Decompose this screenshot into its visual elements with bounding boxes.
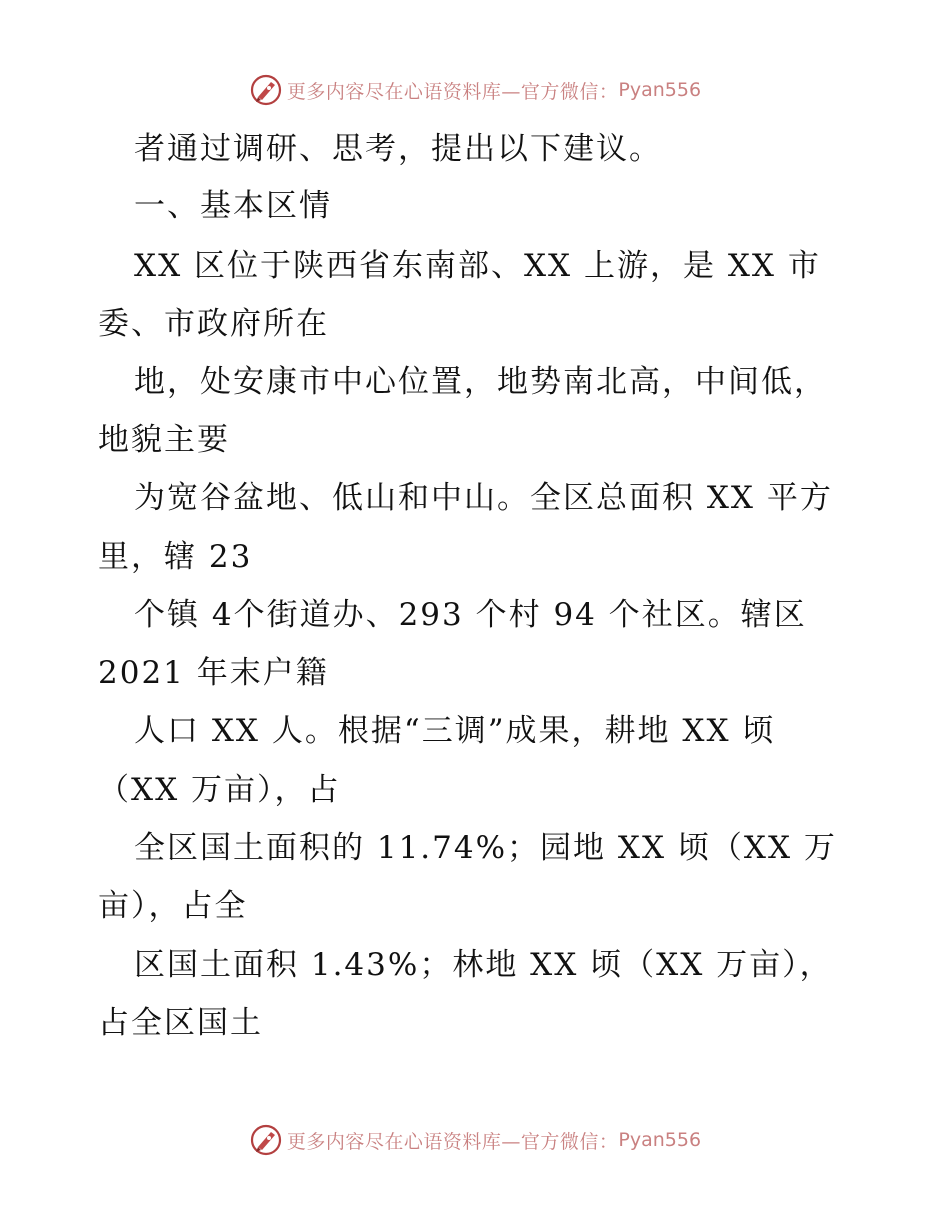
watermark-text: 更多内容尽在心语资料库—官方微信：: [286, 80, 619, 103]
text-line: 2021 年末户籍: [98, 655, 329, 691]
text-line: 亩），占全: [98, 888, 248, 924]
section-heading: 一、基本区情: [134, 188, 332, 224]
watermark-text: 更多内容尽在心语资料库—官方微信：: [286, 1130, 619, 1153]
text-line: 地貌主要: [98, 422, 230, 458]
watermark-account: Pyan556: [618, 79, 702, 101]
text-line: 区国土面积 1.43%；林地 XX 顷（XX 万亩），: [134, 947, 833, 983]
pen-logo-icon: [249, 1123, 283, 1157]
text-line: 者通过调研、思考，提出以下建议。: [134, 131, 662, 167]
watermark-account: Pyan556: [618, 1129, 702, 1151]
text-line: 委、市政府所在: [98, 306, 329, 342]
footer-watermark: [0, 1120, 950, 1160]
text-line: 地，处安康市中心位置，地势南北高，中间低，: [134, 364, 827, 400]
text-line: 个镇 4个街道办、293 个村 94 个社区。辖区: [134, 597, 807, 633]
text-line: 全区国土面积的 11.74%；园地 XX 顷（XX 万: [134, 830, 837, 866]
text-line: 人口 XX 人。根据“三调”成果，耕地 XX 顷: [134, 713, 776, 749]
text-line: 占全区国土: [98, 1005, 263, 1041]
text-line: （XX 万亩），占: [98, 772, 341, 808]
text-line: XX 区位于陕西省东南部、XX 上游，是 XX 市: [134, 248, 821, 284]
text-line: 为宽谷盆地、低山和中山。全区总面积 XX 平方: [134, 480, 833, 516]
text-line: 里，辖 23: [98, 539, 253, 575]
